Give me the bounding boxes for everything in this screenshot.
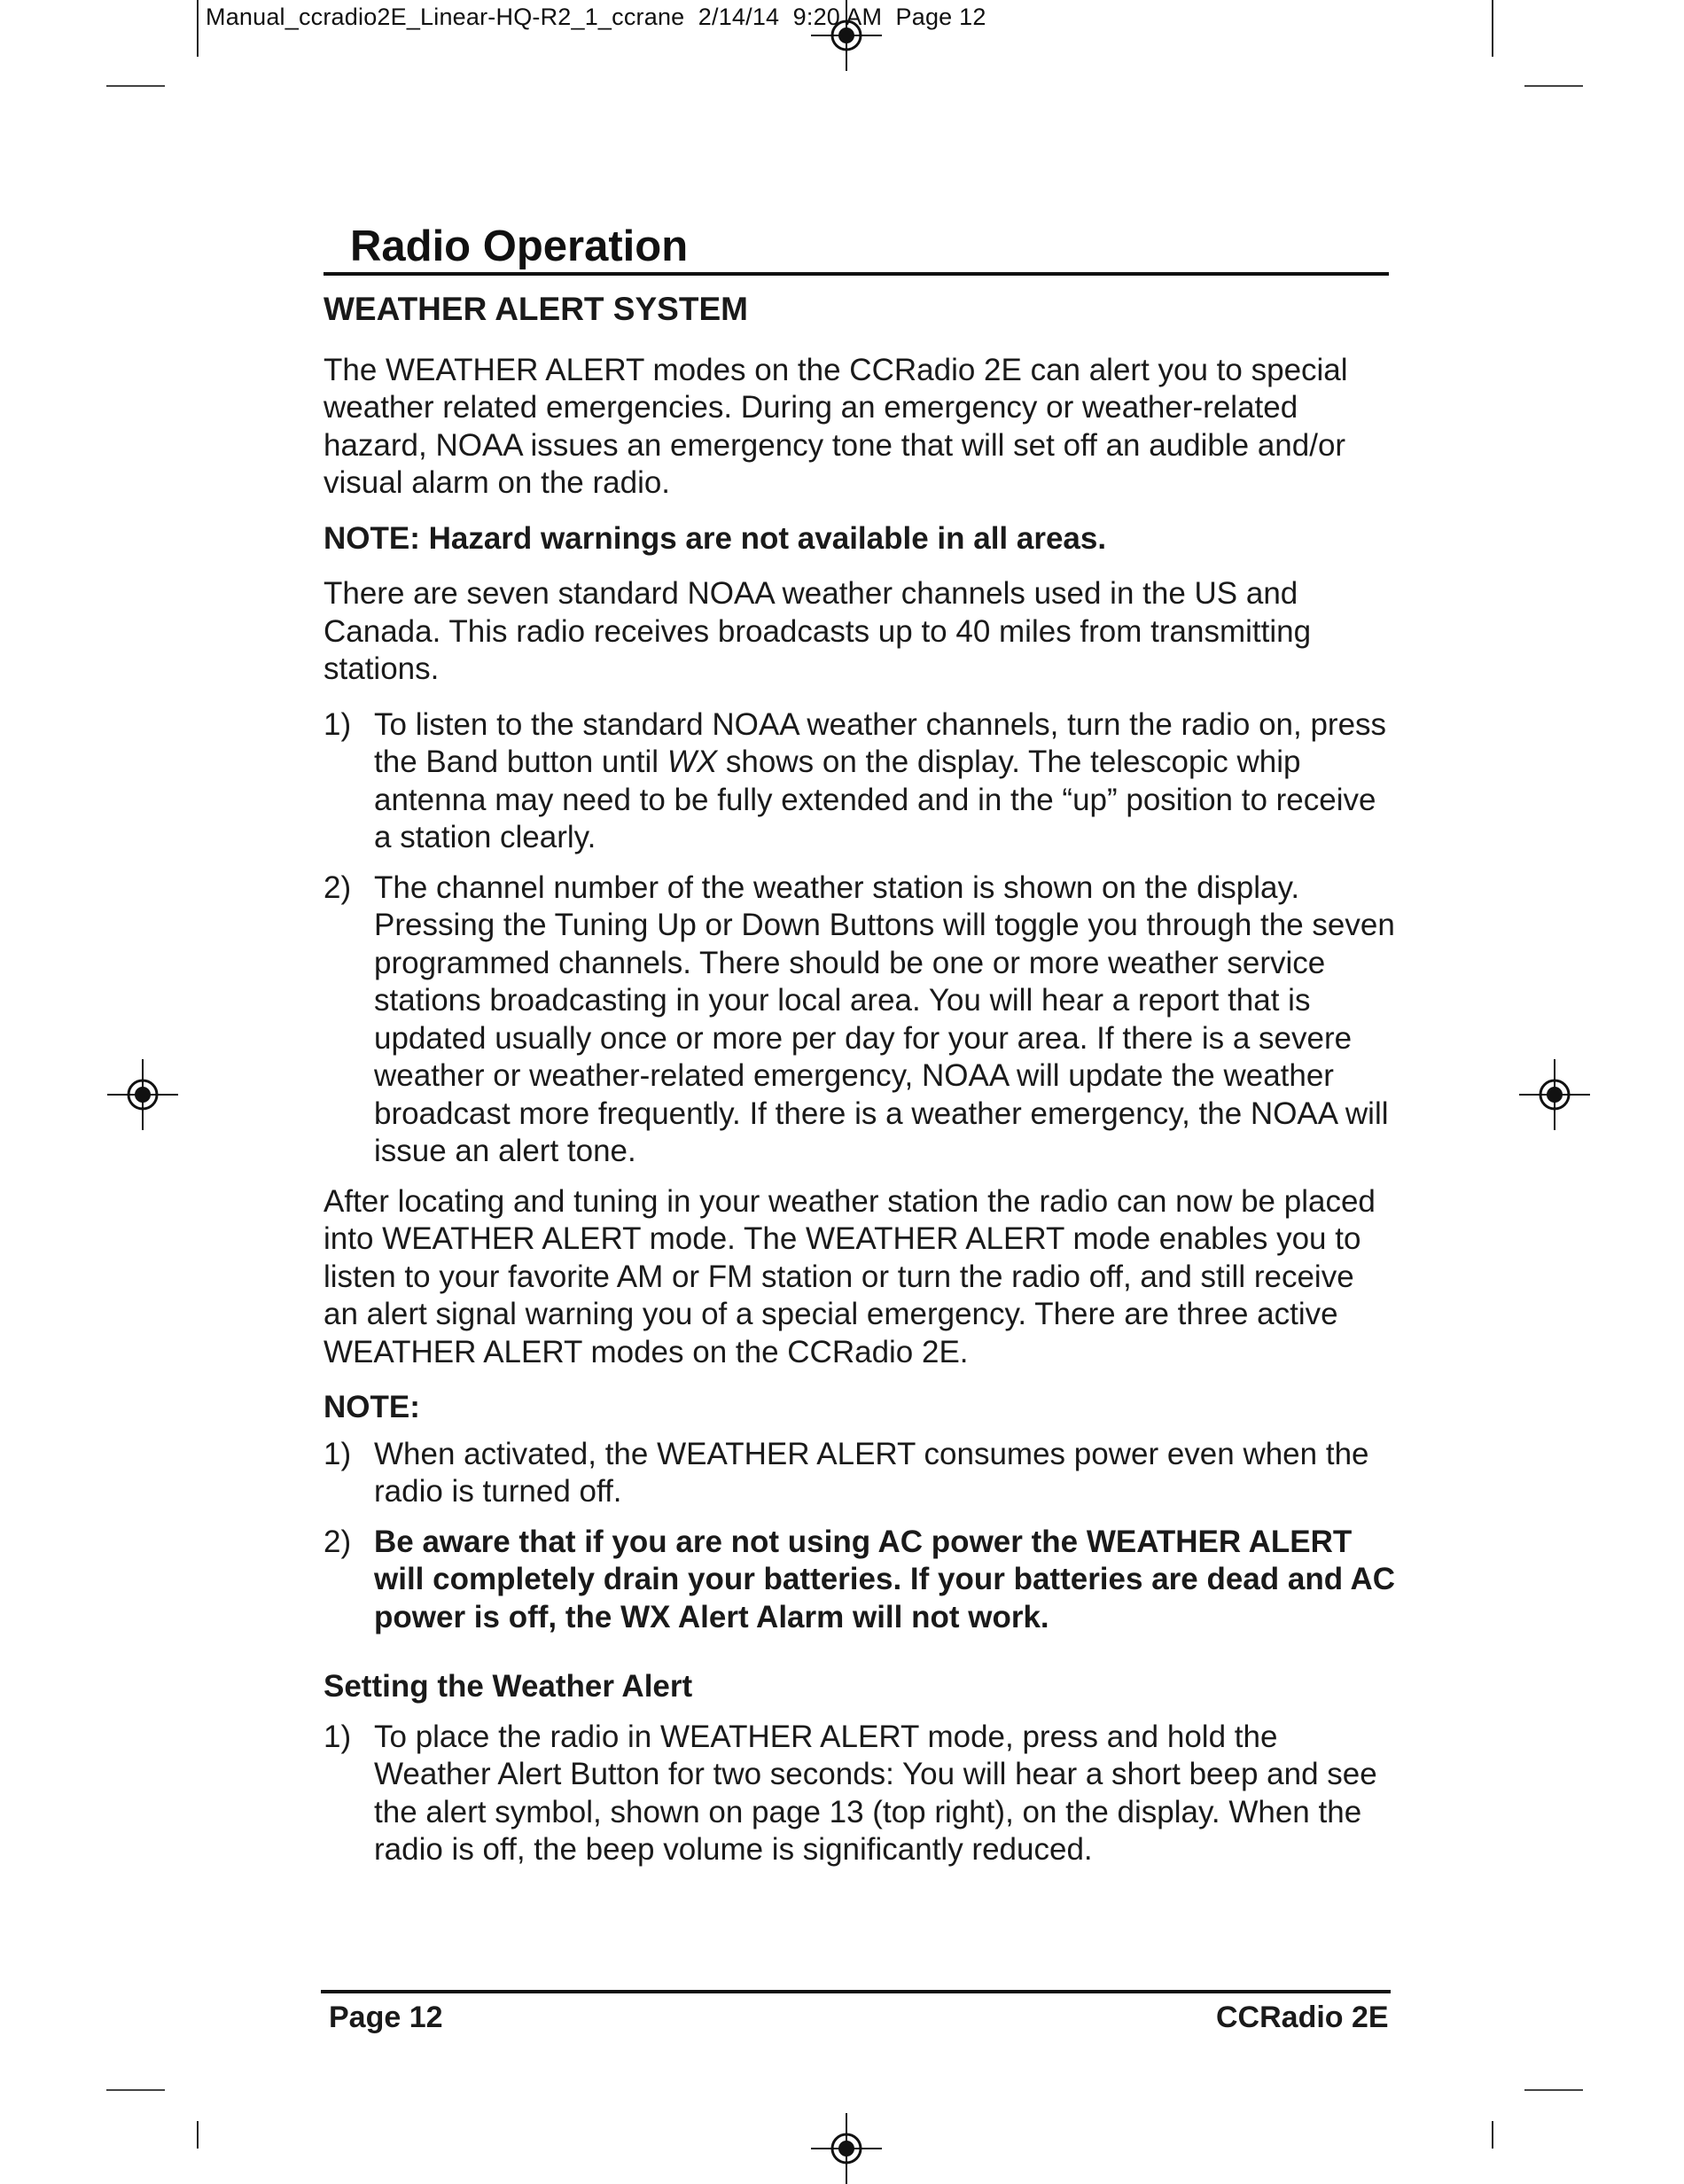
list-number: 1) [324,1719,352,1754]
list-item [324,1524,1396,1637]
crop-mark [197,0,199,57]
page-number: Page 12 [329,2001,443,2034]
step-text: To place the radio in WEATHER ALERT mode, press and hold the Weather Alert Button for two seconds: You will hear a short beep and see the alert symbol, shown on page 13 (top right), on the display. When the radio is off, the beep volume is significantly reduced. [374,1719,1377,1867]
page-title: Radio Operation [350,222,689,270]
steps-list [324,706,1396,1171]
battery-warning: Be aware that if you are not using AC power the WEATHER ALERT will completely drain your batteries. If your batteries are dead and AC power is off, the WX Alert Alarm will not work. [374,1524,1396,1634]
list-item [324,870,1396,1171]
list-number: 1) [324,1436,352,1471]
hazard-note: NOTE: Hazard warnings are not available in all areas. [324,520,1107,556]
step-text: To listen to the standard NOAA weather channels, turn the radio on, press the Band button until [374,706,1387,779]
note-label: NOTE: [324,1390,420,1424]
note-text: When activated, the WEATHER ALERT consumes power even when the radio is turned off. [374,1436,1369,1509]
list-item [324,706,1396,857]
crop-mark [197,2121,199,2149]
list-number: 1) [324,706,352,742]
crop-mark [1524,2089,1583,2091]
step-text: The channel number of the weather station is shown on the display. Pressing the Tuning Up or Down Buttons will toggle you through the seven programmed channels. There should be one or more weather service stations broadcasting in your local area. You will hear a report that is updated usually once or more per day for your area. If there is a severe weather or weather-related emergency, NOAA will update the weather broadcast more frequently. If there is a weather emergency, the NOAA will issue an alert tone. [374,870,1395,1168]
list-number: 2) [324,1524,352,1559]
after-paragraph: After locating and tuning in your weather station the radio can now be placed into WEATHER ALERT mode. The WEATHER ALERT mode enables you to listen to your favorite AM or FM station or turn the radio off, and still receive an alert signal warning you of a special emergency. There are three active WEATHER ALERT modes on the CCRadio 2E. [324,1183,1376,1369]
registration-mark-icon [811,2113,882,2184]
subheading: Setting the Weather Alert [324,1669,693,1704]
registration-mark-icon [107,1059,178,1130]
crop-mark [1524,85,1583,87]
list-item [324,1436,1396,1511]
crop-mark [1492,0,1493,57]
footer-rule [321,1990,1391,1993]
channels-paragraph: There are seven standard NOAA weather channels used in the US and Canada. This radio receives broadcasts up to 40 miles from transmitting stations. [324,576,1312,686]
step-text: shows on the display. The telescopic whip antenna may need to be fully extended and in the “up” position to receive a station clearly. [374,745,1376,854]
list-item [324,1719,1396,1869]
registration-mark-icon [1519,1059,1590,1130]
page-content [324,291,1396,1882]
intro-paragraph: The WEATHER ALERT modes on the CCRadio 2E can alert you to special weather related emergencies. During an emergency or weather-related hazard, NOAA issues an emergency tone that will set off an audible and/or visual alarm on the radio. [324,352,1348,500]
crop-mark [106,85,165,87]
crop-mark [1492,2121,1493,2149]
print-slug: Manual_ccradio2E_Linear-HQ-R2_1_ccrane 2/14/14 9:20 AM Page 12 [206,4,986,30]
product-name: CCRadio 2E [1216,2001,1389,2034]
title-rule [324,272,1389,276]
notes-list [324,1436,1396,1637]
setting-steps-list [324,1719,1396,1869]
list-number: 2) [324,870,352,905]
section-heading: WEATHER ALERT SYSTEM [324,291,748,327]
band-wx-label: WX [667,745,718,779]
crop-mark [106,2089,165,2091]
